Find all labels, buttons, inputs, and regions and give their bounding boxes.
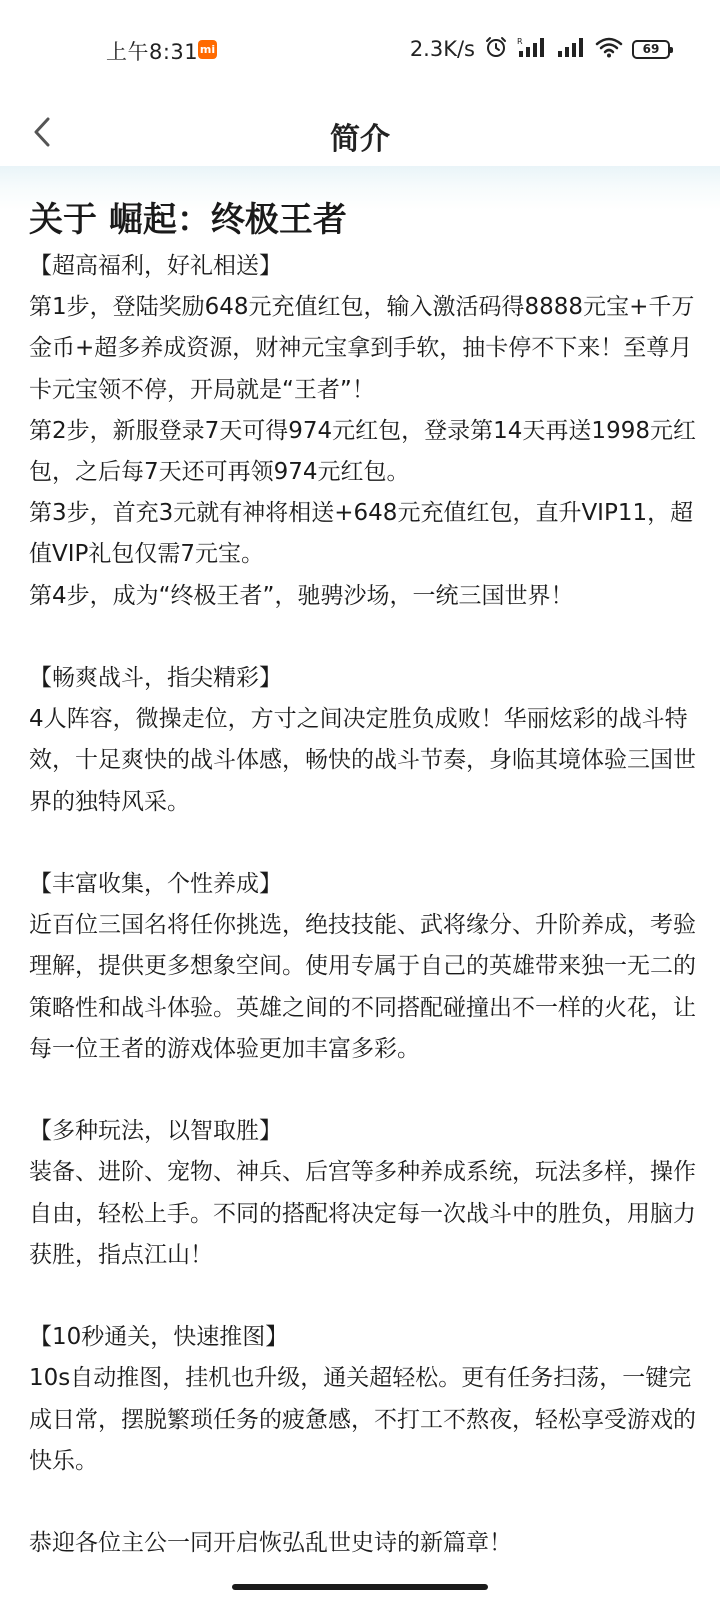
signal-icon xyxy=(556,36,586,63)
status-indicators xyxy=(410,36,670,62)
top-nav-bar xyxy=(0,100,720,166)
intro-content[interactable] xyxy=(0,166,720,1600)
game-heading: 关于 崛起：终极王者 xyxy=(29,200,347,240)
svg-text:R: R xyxy=(517,36,523,46)
network-speed: 2.3K/s xyxy=(409,37,475,61)
wifi-icon xyxy=(595,36,623,63)
alarm-icon xyxy=(484,35,508,64)
page-title: 简介 xyxy=(330,122,390,157)
game-description: 【超高福利，好礼相送】 第1步，登陆奖励648元充值红包，输入激活码得8888元宝+千万金币+超多养成资源，财神元宝拿到手软，抽卡停不下来！至尊月卡元宝领不停，开局就是“王者”！ 第2步，新服登录7天可得974元红包，登录第14天再送1998元红包，之后每7天还可再领974元红包。 第3步，首充3元就有神将相送+648元充值红包，直升VIP11，超值VIP礼包仅需7元宝。 第4步，成为“终极王者”，驰骋沙场，一统三国世界！ 【畅爽战斗，指尖精彩】 4人阵容，微操走位，方寸之间决定胜负成败！华丽炫彩的战斗特效，十足爽快的战斗体感，畅快的战斗节奏，身临其境体验三国世界的独特风采。 【丰富收集，个性养成】 近百位三国名将任你挑选，绝技技能、武将缘分、升阶养成，考验理解，提供更多想象空间。使用专属于自己的英雄带来独一无二的策略性和战斗体验。英雄之间的不同搭配碰撞出不一样的火花，让每一位王者的游戏体验更加丰富多彩。 【多种玩法，以智取胜】 装备、进阶、宠物、神兵、后宫等多种养成系统，玩法多样，操作自由，轻松上手。不同的搭配将决定每一次战斗中的胜负，用脑力获胜，指点江山！ 【10秒通关，快速推图】 10s自动推图，挂机也升级，通关超轻松。更有任务扫荡，一键完成日常，摆脱繁琐任务的疲惫感，不打工不熬夜，轻松享受游戏的快乐。 恭迎各位主公一同开启恢弘乱世史诗的新篇章！ xyxy=(29,253,696,1557)
status-bar xyxy=(0,0,720,100)
home-indicator[interactable] xyxy=(232,1584,488,1590)
status-time: 上午8:31 xyxy=(106,40,199,64)
battery-icon: 69 xyxy=(632,40,670,59)
mi-notification-icon: mi xyxy=(198,40,217,59)
signal-icon xyxy=(517,36,547,63)
